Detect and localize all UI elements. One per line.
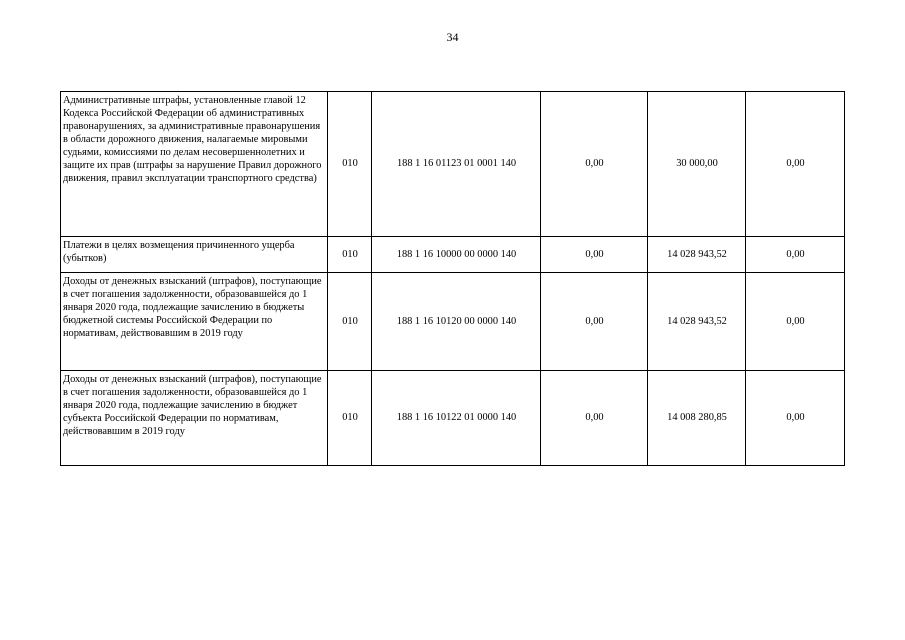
budget-classification-code: 188 1 16 01123 01 0001 140: [372, 92, 541, 237]
revenue-description: Платежи в целях возмещения причиненного ущерба (убытков): [61, 237, 328, 273]
budget-revenue-table: [60, 91, 845, 466]
budget-classification-code: 188 1 16 10120 00 0000 140: [372, 273, 541, 371]
amount-column-2: 14 008 280,85: [648, 371, 746, 466]
amount-column-3: 0,00: [746, 273, 845, 371]
amount-column-3: 0,00: [746, 371, 845, 466]
amount-column-1: 0,00: [541, 237, 648, 273]
table-row: [61, 237, 845, 273]
amount-column-1: 0,00: [541, 92, 648, 237]
amount-column-3: 0,00: [746, 237, 845, 273]
amount-column-3: 0,00: [746, 92, 845, 237]
table-row: [61, 92, 845, 237]
amount-column-2: 14 028 943,52: [648, 273, 746, 371]
amount-column-1: 0,00: [541, 273, 648, 371]
revenue-description: Доходы от денежных взысканий (штрафов), поступающие в счет погашения задолженности, образовавшейся до 1 января 2020 года, подлежащие зачислению в бюджеты бюджетной системы Российской Федерации по нормативам, действовавшим в 2019 году: [61, 273, 328, 371]
budget-classification-code: 188 1 16 10122 01 0000 140: [372, 371, 541, 466]
budget-classification-code: 188 1 16 10000 00 0000 140: [372, 237, 541, 273]
amount-column-2: 30 000,00: [648, 92, 746, 237]
admin-code: 010: [328, 371, 372, 466]
admin-code: 010: [328, 92, 372, 237]
page-number: 34: [446, 30, 459, 44]
admin-code: 010: [328, 237, 372, 273]
amount-column-2: 14 028 943,52: [648, 237, 746, 273]
revenue-description: Доходы от денежных взысканий (штрафов), поступающие в счет погашения задолженности, образовавшейся до 1 января 2020 года, подлежащие зачислению в бюджет субъекта Российской Федерации по нормативам, действовавшим в 2019 году: [61, 371, 328, 466]
table-row: [61, 371, 845, 466]
table-row: [61, 273, 845, 371]
revenue-description: Административные штрафы, установленные главой 12 Кодекса Российской Федерации об административных правонарушениях, за административные правонарушения в области дорожного движения, налагаемые мировыми судьями, комиссиями по делам несовершеннолетних и защите их прав (штрафы за нарушение Правил дорожного движения, правил эксплуатации транспортного средства): [61, 92, 328, 237]
amount-column-1: 0,00: [541, 371, 648, 466]
admin-code: 010: [328, 273, 372, 371]
